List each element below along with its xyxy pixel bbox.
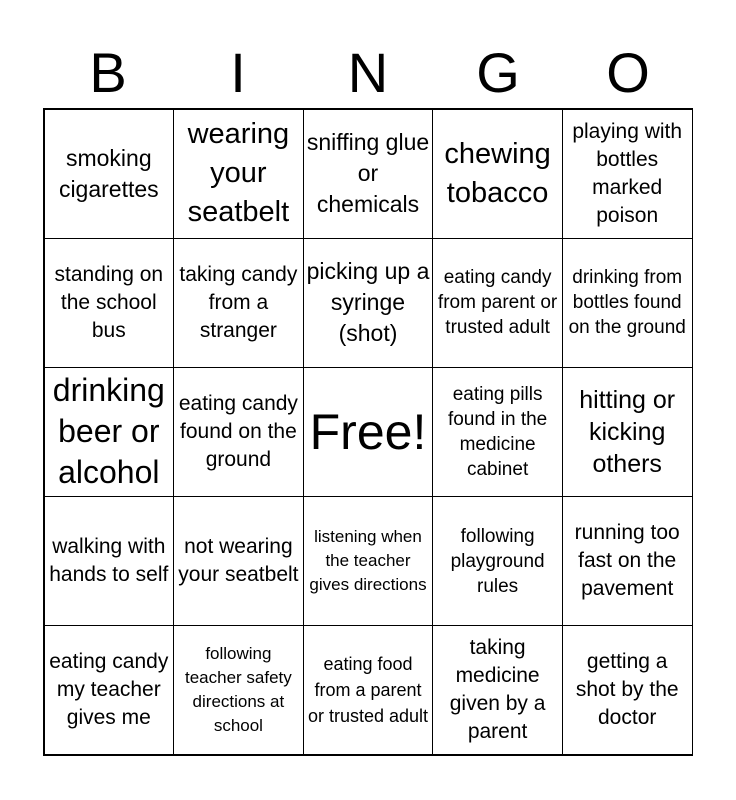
bingo-cell[interactable] [303,109,434,239]
cell-text: drinking beer or alcohol [52,372,165,491]
header-letter-g: G [476,41,520,104]
cell-text: hitting or kicking others [579,385,676,478]
bingo-cell[interactable] [44,625,175,755]
cell-text: getting a shot by the doctor [575,650,679,730]
bingo-cell[interactable] [173,625,304,755]
bingo-cell[interactable] [432,625,563,755]
cell-text: following teacher safety directions at school [185,644,292,736]
bingo-cell[interactable] [562,367,693,497]
cell-text: following playground rules [450,525,545,597]
header-letter-b: B [89,41,127,104]
header-letter-o: O [606,41,650,104]
bingo-cell[interactable] [303,238,434,368]
header-letter-i: I [230,41,246,104]
bingo-cell[interactable] [44,367,175,497]
bingo-cell[interactable] [303,625,434,755]
cell-text: listening when the teacher gives directions [309,527,427,595]
bingo-cell[interactable] [44,496,175,626]
bingo-cell[interactable] [173,496,304,626]
free-space-text: Free! [309,403,427,460]
cell-text: eating pills found in the medicine cabinet [447,383,548,480]
cell-text: chewing tobacco [444,137,551,209]
bingo-cell[interactable] [562,109,693,239]
bingo-cell[interactable] [432,367,563,497]
bingo-cell[interactable] [303,496,434,626]
bingo-cell[interactable] [562,238,693,368]
cell-text: not wearing your seatbelt [178,535,299,587]
cell-text: sniffing glue or chemicals [306,129,430,218]
bingo-cell[interactable] [44,238,175,368]
bingo-cell[interactable] [432,109,563,239]
bingo-cell[interactable] [562,496,693,626]
cell-text: wearing your seatbelt [187,118,290,229]
cell-text: eating candy found on the ground [178,391,298,471]
cell-text: drinking from bottles found on the ground [568,267,686,339]
free-space-cell[interactable] [303,367,434,497]
cell-text: taking candy from a stranger [179,262,298,342]
bingo-cell[interactable] [173,367,304,497]
bingo-cell[interactable] [562,625,693,755]
bingo-cell[interactable] [432,238,563,368]
cell-text: picking up a syringe (shot) [306,258,430,347]
bingo-cell[interactable] [432,496,563,626]
cell-text: playing with bottles marked poison [572,119,683,227]
bingo-board [43,108,693,756]
bingo-header [43,38,693,108]
cell-text: eating food from a parent or trusted adult [307,654,429,727]
header-letter-n: N [347,41,389,104]
bingo-cell[interactable] [44,109,175,239]
bingo-cell[interactable] [173,238,304,368]
bingo-cell[interactable] [173,109,304,239]
cell-text: eating candy from parent or trusted adult [437,267,558,339]
cell-text: smoking cigarettes [58,144,159,202]
cell-text: running too fast on the pavement [574,521,680,601]
cell-text: standing on the school bus [54,262,164,342]
cell-text: eating candy my teacher gives me [49,650,169,730]
cell-text: taking medicine given by a parent [449,636,546,744]
cell-text: walking with hands to self [49,535,169,587]
